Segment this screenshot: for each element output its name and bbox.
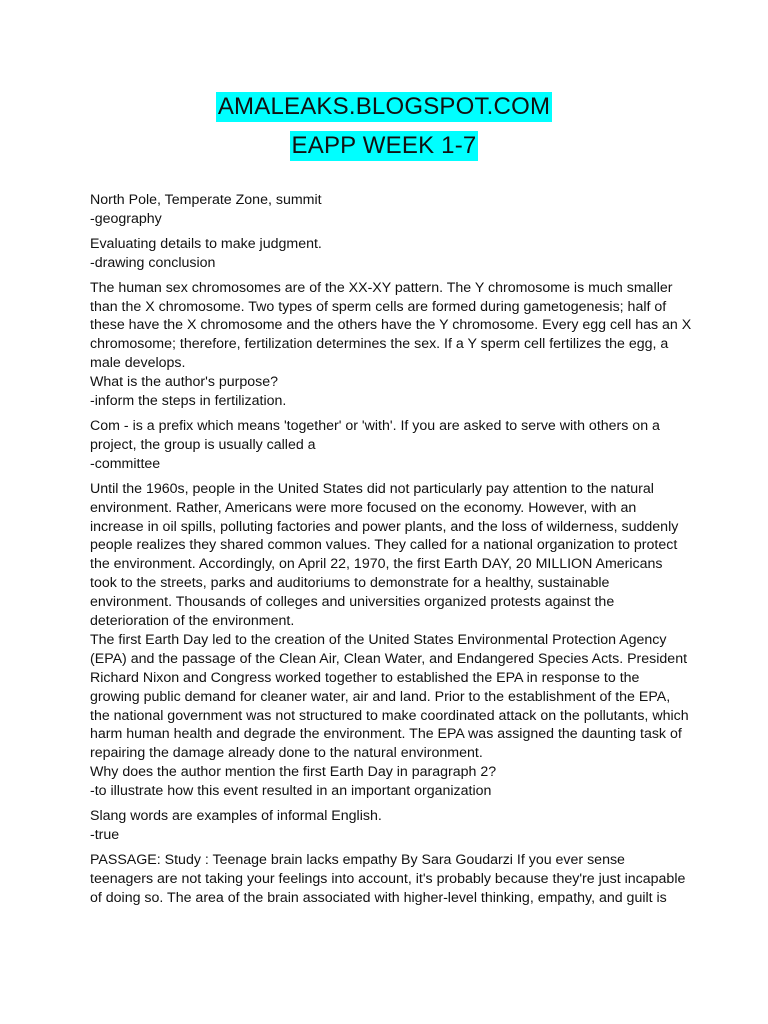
qa-item-committee <box>90 417 690 474</box>
answer-line: -inform the steps in fertilization. <box>90 393 287 410</box>
text-line: Until the 1960s, people in the United States did not particularly pay attention to the natural <box>90 480 654 497</box>
text-line: male develops. <box>90 355 186 372</box>
qa-item-drawing-conclusion <box>90 235 690 273</box>
document-header <box>0 92 768 161</box>
document-title: EAPP WEEK 1-7 <box>291 132 477 159</box>
text-line: (EPA) and the passage of the Clean Air, Clean Water, and Endangered Species Acts. President <box>90 650 688 667</box>
text-line: people realizes they shared common values. They called for a national organization to protect <box>90 537 678 554</box>
qa-item-slang <box>90 807 690 845</box>
text-line: of doing so. The area of the brain associated with higher-level thinking, empathy, and guilt is <box>90 889 667 906</box>
question-line: Why does the author mention the first Earth Day in paragraph 2? <box>90 764 497 781</box>
answer-line: -drawing conclusion <box>90 254 216 271</box>
text-line: took to the streets, parks and auditoriums to demonstrate for a healthy, sustainable <box>90 575 610 592</box>
text-line: The first Earth Day led to the creation of the United States Environmental Protection Agency <box>90 631 667 648</box>
text-line: Com - is a prefix which means 'together' or 'with'. If you are asked to serve with others on a <box>90 417 660 434</box>
qa-item-geography <box>90 191 690 229</box>
text-line: The human sex chromosomes are of the XX-XY pattern. The Y chromosome is much smaller <box>90 279 673 296</box>
text-line: these have the X chromosome and the others have the Y chromosome. Every egg cell has an X <box>90 317 692 334</box>
answer-line: -committee <box>90 455 161 472</box>
text-line: repairing the damage already done to the natural environment. <box>90 745 483 762</box>
qa-item-earth-day <box>90 480 690 801</box>
text-line: deterioration of the environment. <box>90 613 295 630</box>
answer-line: -true <box>90 827 120 843</box>
text-line: chromosome; therefore, fertilization determines the sex. If a Y sperm cell fertilizes the egg, a <box>90 336 669 353</box>
text-line: Slang words are examples of informal English. <box>90 808 382 825</box>
text-line: the environment. Accordingly, on April 22, 1970, the first Earth DAY, 20 MILLION Americans <box>90 556 663 573</box>
question-line: What is the author's purpose? <box>90 374 279 391</box>
site-title: AMALEAKS.BLOGSPOT.COM <box>217 93 551 120</box>
text-line: Richard Nixon and Congress worked together to established the EPA in response to the <box>90 669 640 686</box>
qa-item-passage <box>90 851 690 908</box>
answer-line: -geography <box>90 210 162 227</box>
qa-item-chromosomes <box>90 279 690 411</box>
text-line: growing public demand for cleaner water, air and land. Prior to the establishment of the EPA, <box>90 688 671 705</box>
document-body <box>90 191 690 908</box>
text-line: PASSAGE: Study : Teenage brain lacks empathy By Sara Goudarzi If you ever sense <box>90 851 625 868</box>
text-line: teenagers are not taking your feelings into account, it's probably because they're just incapable <box>90 870 686 887</box>
text-line: environment. Thousands of colleges and universities organized protests against the <box>90 594 615 611</box>
text-line: harm human health and degrade the environment. The EPA was assigned the daunting task of <box>90 726 682 743</box>
text-line: North Pole, Temperate Zone, summit <box>90 192 322 208</box>
text-line: Evaluating details to make judgment. <box>90 235 322 252</box>
text-line: environment. Rather, Americans were more focused on the economy. However, with an <box>90 499 637 516</box>
text-line: increase in oil spills, polluting factories and power plants, and the loss of wilderness, suddenly <box>90 518 679 535</box>
text-line: the national government was not structured to make coordinated attack on the pollutants, which <box>90 707 689 724</box>
text-line: than the X chromosome. Two types of sperm cells are formed during gametogenesis; half of <box>90 298 667 315</box>
answer-line: -to illustrate how this event resulted in an important organization <box>90 783 492 800</box>
text-line: project, the group is usually called a <box>90 436 316 453</box>
